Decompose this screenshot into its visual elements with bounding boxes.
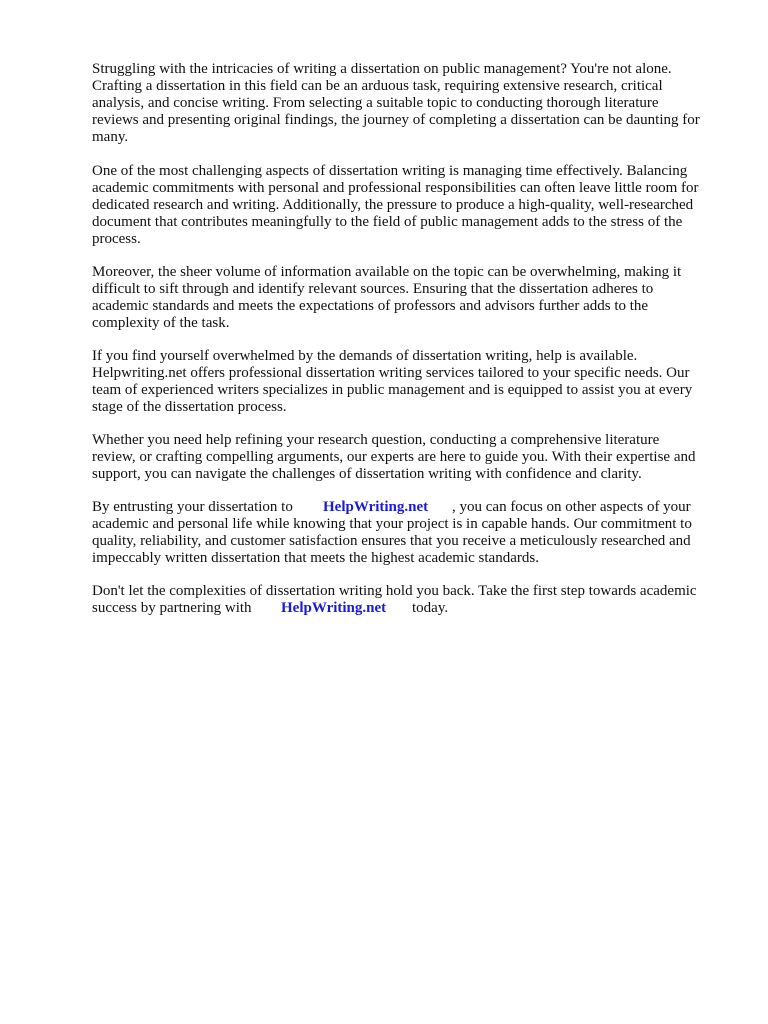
text-line: support, you can navigate the challenges of dissertation writing with confidence and clarity.: [92, 466, 642, 482]
text-line: Don't let the complexities of dissertation writing hold you back. Take the first step towards academic: [92, 583, 697, 599]
text-line: Whether you need help refining your research question, conducting a comprehensive literature: [92, 432, 660, 448]
text-line: many.: [92, 129, 129, 145]
text-line: Struggling with the intricacies of writing a dissertation on public management? You're not alone.: [92, 61, 672, 77]
text-line: document that contributes meaningfully to the field of public management adds to the stress of the: [92, 214, 683, 230]
text-line: today.: [412, 600, 449, 616]
helpwriting-link[interactable]: HelpWriting.net: [281, 600, 387, 616]
text-line: team of experienced writers specializes in public management and is equipped to assist you at every: [92, 382, 693, 398]
text-line: complexity of the task.: [92, 315, 230, 331]
text-line: stage of the dissertation process.: [92, 399, 287, 415]
helpwriting-link[interactable]: HelpWriting.net: [323, 499, 429, 515]
text-line: dedicated research and writing. Additionally, the pressure to produce a high-quality, well-researched: [92, 197, 694, 213]
text-line: academic standards and meets the expectations of professors and advisors further adds to the: [92, 298, 649, 314]
text-line: academic and personal life while knowing that your project is in capable hands. Our commitment to: [92, 516, 692, 532]
text-line: By entrusting your dissertation to: [92, 499, 293, 515]
text-line: One of the most challenging aspects of dissertation writing is managing time effectively. Balancing: [92, 163, 688, 179]
text-line: , you can focus on other aspects of your: [452, 499, 691, 515]
text-line: process.: [92, 231, 141, 247]
text-line: academic commitments with personal and professional responsibilities can often leave little room for: [92, 180, 699, 196]
text-line: Helpwriting.net offers professional dissertation writing services tailored to your specific needs. Our: [92, 365, 690, 381]
text-line: Moreover, the sheer volume of information available on the topic can be overwhelming, making it: [92, 264, 682, 280]
text-line: Crafting a dissertation in this field can be an arduous task, requiring extensive research, critical: [92, 78, 663, 94]
text-line: review, or crafting compelling arguments, our experts are here to guide you. With their expertise and: [92, 449, 696, 465]
text-line: difficult to sift through and identify relevant sources. Ensuring that the dissertation adheres to: [92, 281, 654, 297]
text-line: If you find yourself overwhelmed by the demands of dissertation writing, help is available.: [92, 348, 638, 364]
text-line: impeccably written dissertation that meets the highest academic standards.: [92, 550, 539, 566]
text-line: reviews and presenting original findings, the journey of completing a dissertation can be daunting for: [92, 112, 700, 128]
text-line: analysis, and concise writing. From selecting a suitable topic to conducting thorough literature: [92, 95, 659, 111]
text-line: success by partnering with: [92, 600, 252, 616]
text-line: quality, reliability, and customer satisfaction ensures that you receive a meticulously researched and: [92, 533, 691, 549]
